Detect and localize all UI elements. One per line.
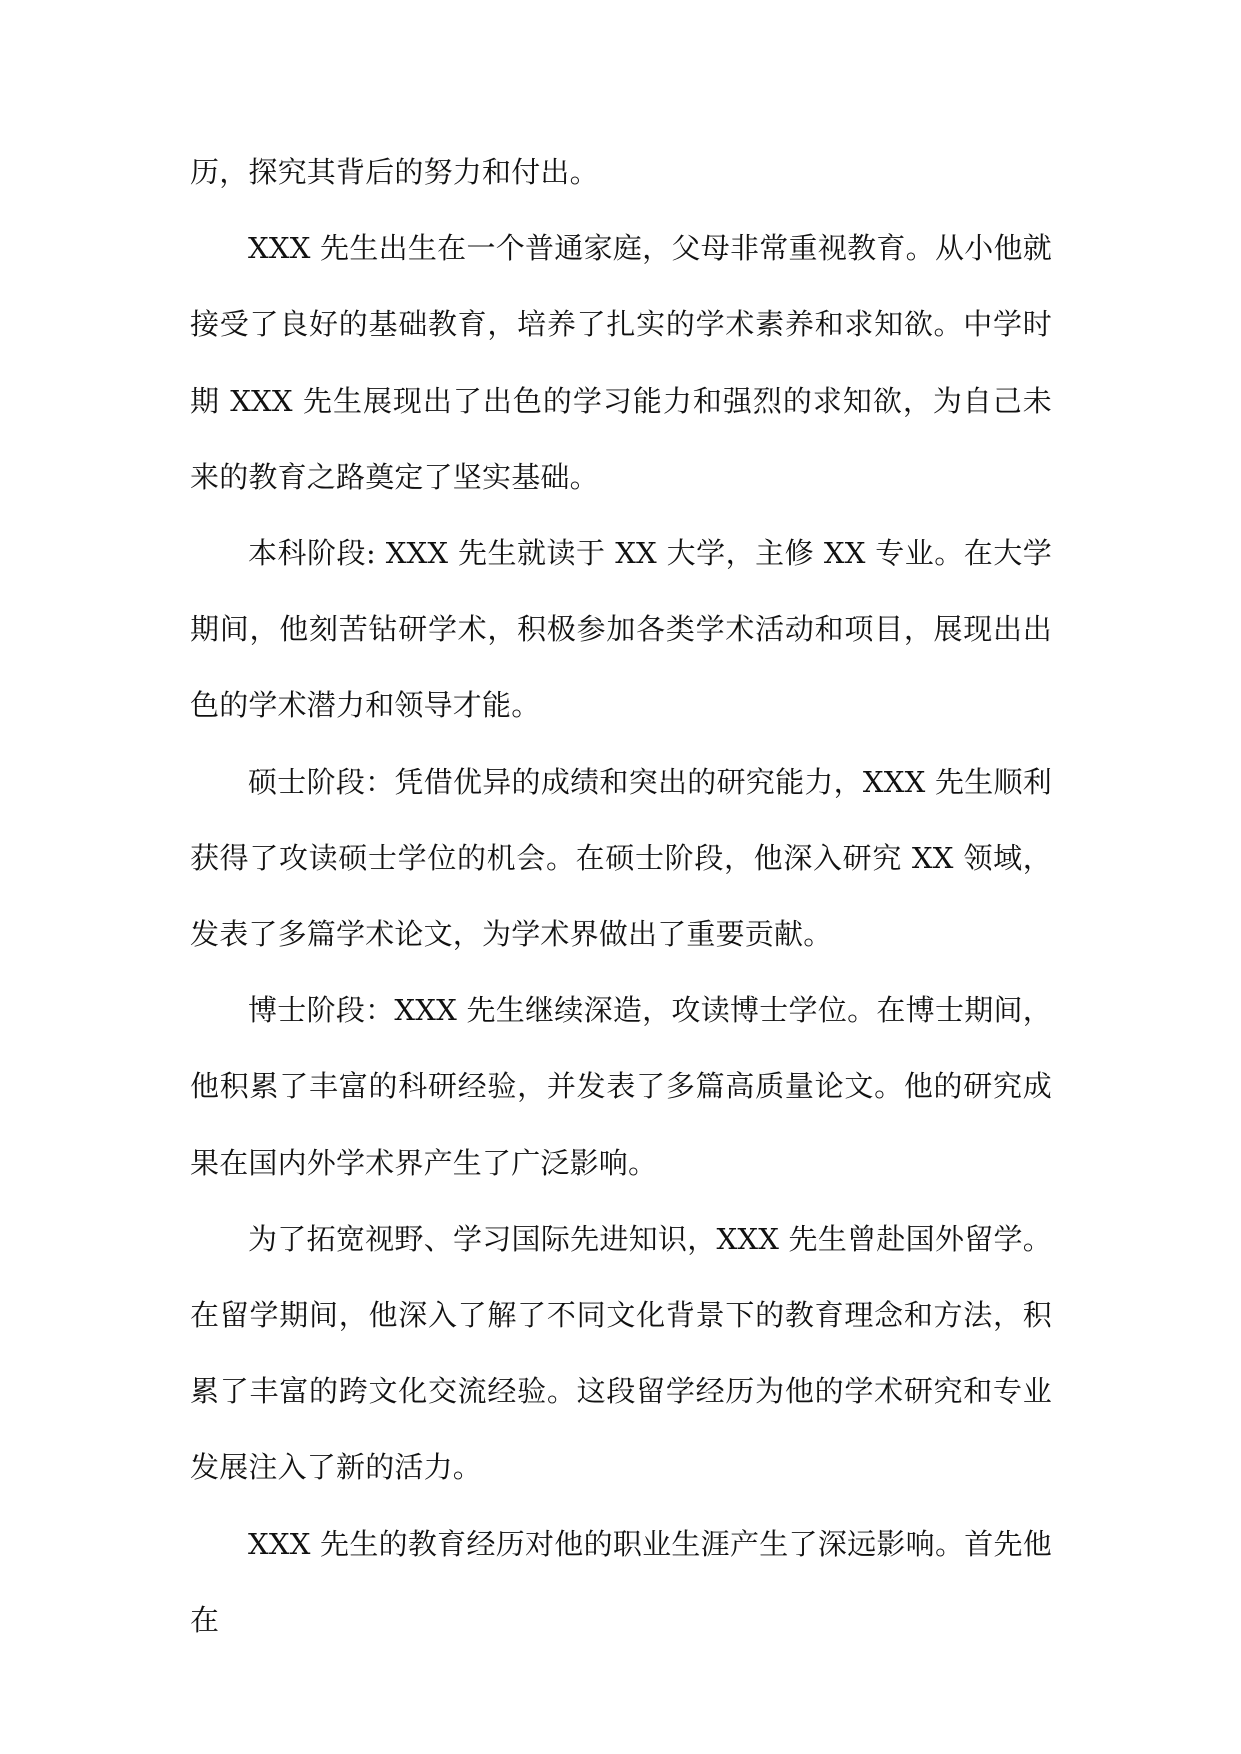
paragraph-career-impact: XXX 先生的教育经历对他的职业生涯产生了深远影响。首先他在 [190,1526,1052,1637]
paragraph-study-abroad: 为了拓宽视野、学习国际先进知识，XXX 先生曾赴国外留学。在留学期间，他深入了解了不同文化背景下的教育理念和方法，积累了丰富的跨文化交流经验。这段留学经历为他的学术研究和专业发展注入了新的活力。 [190,1221,1052,1485]
paragraph-masters: 硕士阶段：凭借优异的成绩和突出的研究能力，XXX 先生顺利获得了攻读硕士学位的机会。在硕士阶段，他深入研究 XX 领域，发表了多篇学术论文，为学术界做出了重要贡献。 [190,764,1052,952]
paragraph-family-background: XXX 先生出生在一个普通家庭，父母非常重视教育。从小他就接受了良好的基础教育，培养了扎实的学术素养和求知欲。中学时期 XXX 先生展现出了出色的学习能力和强烈的求知欲，为自己未来的教育之路奠定了坚实基础。 [190,231,1052,494]
paragraph-doctorate: 博士阶段：XXX 先生继续深造，攻读博士学位。在博士期间，他积累了丰富的科研经验，并发表了多篇高质量论文。他的研究成果在国内外学术界产生了广泛影响。 [190,993,1052,1180]
paragraph-undergraduate: 本科阶段: XXX 先生就读于 XX 大学，主修 XX 专业。在大学期间，他刻苦钻研学术，积极参加各类学术活动和项目，展现出出色的学术潜力和领导才能。 [190,536,1052,723]
document-body [190,134,1052,1658]
paragraph-continued-intro: 历，探究其背后的努力和付出。 [190,155,599,189]
